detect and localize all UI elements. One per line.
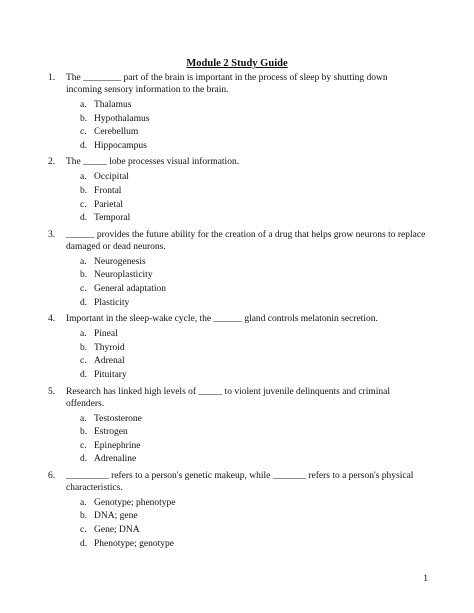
question-prompt bbox=[0, 229, 474, 253]
answer-letter: a. bbox=[80, 413, 87, 424]
answer-option bbox=[0, 453, 474, 467]
answer-text: General adaptation bbox=[94, 283, 167, 294]
question-text bbox=[66, 313, 416, 325]
answer-text: Adrenaline bbox=[94, 454, 137, 465]
answer-option bbox=[0, 510, 474, 524]
answer-text: Plasticity bbox=[94, 297, 130, 308]
answer-option bbox=[0, 185, 474, 199]
question-text-line: ______ provides the future ability for the creation of a drug that helps grow neurons to replace bbox=[66, 229, 426, 240]
question-text bbox=[66, 72, 416, 96]
answer-text: Genotype; phenotype bbox=[94, 497, 176, 508]
answer-letter: a. bbox=[80, 172, 87, 183]
answer-options bbox=[0, 497, 474, 551]
answer-options bbox=[0, 256, 474, 310]
answer-letter: a. bbox=[80, 497, 87, 508]
answer-text: Estrogen bbox=[94, 427, 128, 438]
question-number: 1. bbox=[48, 73, 56, 83]
answer-option bbox=[0, 256, 474, 270]
answer-letter: d. bbox=[80, 538, 88, 549]
answer-letter: b. bbox=[80, 185, 88, 196]
answer-options bbox=[0, 328, 474, 382]
question-item bbox=[0, 229, 474, 310]
answer-text: Temporal bbox=[94, 213, 131, 224]
question-text bbox=[66, 229, 426, 253]
answer-letter: c. bbox=[80, 127, 87, 138]
answer-text: Phenotype; genotype bbox=[94, 538, 174, 549]
answer-letter: a. bbox=[80, 256, 87, 267]
answer-option bbox=[0, 126, 474, 140]
answer-letter: c. bbox=[80, 356, 87, 367]
answer-text: Hippocampus bbox=[94, 140, 147, 151]
answer-option bbox=[0, 413, 474, 427]
question-text bbox=[66, 156, 416, 168]
question-text-line: characteristics. bbox=[66, 482, 123, 493]
question-list bbox=[0, 72, 474, 554]
answer-option bbox=[0, 369, 474, 383]
answer-text: Thalamus bbox=[94, 100, 132, 110]
answer-text: DNA; gene bbox=[94, 511, 138, 522]
question-text-line: incoming sensory information to the brain. bbox=[66, 85, 229, 95]
question-prompt bbox=[0, 470, 474, 494]
answer-letter: a. bbox=[80, 100, 87, 110]
answer-letter: a. bbox=[80, 329, 87, 340]
answer-option bbox=[0, 328, 474, 342]
answer-text: Hypothalamus bbox=[94, 113, 150, 124]
question-text-line: offenders. bbox=[66, 398, 105, 409]
answer-letter: c. bbox=[80, 440, 87, 451]
answer-letter: b. bbox=[80, 270, 88, 281]
answer-letter: d. bbox=[80, 454, 88, 465]
answer-option bbox=[0, 283, 474, 297]
question-text-line: Important in the sleep-wake cycle, the ______ gland controls melatonin secretion. bbox=[66, 314, 378, 325]
answer-letter: c. bbox=[80, 525, 87, 536]
answer-text: Frontal bbox=[94, 185, 122, 196]
answer-text: Occipital bbox=[94, 172, 129, 183]
answer-option bbox=[0, 524, 474, 538]
question-text-line: The _____ lobe processes visual information. bbox=[66, 157, 240, 168]
answer-text: Adrenal bbox=[94, 356, 125, 367]
question-prompt bbox=[0, 313, 474, 325]
answer-option bbox=[0, 297, 474, 311]
answer-option bbox=[0, 497, 474, 511]
answer-option bbox=[0, 113, 474, 127]
answer-options bbox=[0, 413, 474, 467]
question-text bbox=[66, 386, 416, 410]
answer-option bbox=[0, 440, 474, 454]
answer-letter: c. bbox=[80, 283, 87, 294]
question-number: 4. bbox=[48, 314, 56, 325]
answer-option bbox=[0, 538, 474, 552]
question-text bbox=[66, 470, 416, 494]
question-text-line: Research has linked high levels of _____ to violent juvenile delinquents and criminal bbox=[66, 386, 390, 397]
page-number: 1 bbox=[423, 574, 428, 584]
answer-option bbox=[0, 99, 474, 113]
answer-letter: d. bbox=[80, 213, 88, 224]
question-prompt bbox=[0, 72, 474, 96]
question-item bbox=[0, 156, 474, 225]
answer-text: Pineal bbox=[94, 329, 118, 340]
answer-option bbox=[0, 140, 474, 154]
question-number: 2. bbox=[48, 157, 56, 168]
answer-option bbox=[0, 342, 474, 356]
answer-text: Gene; DNA bbox=[94, 525, 140, 536]
answer-letter: b. bbox=[80, 427, 88, 438]
answer-option bbox=[0, 199, 474, 213]
question-item bbox=[0, 470, 474, 551]
question-number: 6. bbox=[48, 470, 56, 481]
question-item bbox=[0, 72, 474, 153]
answer-letter: b. bbox=[80, 511, 88, 522]
question-text-line: _________ refers to a person's genetic makeup, while _______ refers to a person's physical bbox=[66, 470, 414, 481]
answer-letter: d. bbox=[80, 297, 88, 308]
question-prompt bbox=[0, 386, 474, 410]
question-text-line: The ________ part of the brain is important in the process of sleep by shutting down bbox=[66, 73, 388, 83]
question-text-line: damaged or dead neurons. bbox=[66, 241, 166, 252]
answer-text: Cerebellum bbox=[94, 127, 139, 138]
answer-text: Epinephrine bbox=[94, 440, 141, 451]
answer-text: Neurogenesis bbox=[94, 256, 146, 267]
answer-letter: d. bbox=[80, 369, 88, 380]
question-prompt bbox=[0, 156, 474, 168]
answer-option bbox=[0, 355, 474, 369]
answer-text: Thyroid bbox=[94, 342, 125, 353]
answer-option bbox=[0, 426, 474, 440]
answer-letter: b. bbox=[80, 342, 88, 353]
question-number: 5. bbox=[48, 386, 56, 397]
answer-text: Pituitary bbox=[94, 369, 127, 380]
answer-option bbox=[0, 212, 474, 226]
answer-text: Parietal bbox=[94, 199, 124, 210]
page-title: Module 2 Study Guide bbox=[186, 58, 288, 69]
answer-text: Neuroplasticity bbox=[94, 270, 153, 281]
answer-options bbox=[0, 99, 474, 153]
question-item bbox=[0, 386, 474, 467]
answer-text: Testosterone bbox=[94, 413, 142, 424]
answer-option bbox=[0, 171, 474, 185]
answer-letter: c. bbox=[80, 199, 87, 210]
answer-letter: d. bbox=[80, 140, 88, 151]
answer-options bbox=[0, 171, 474, 225]
question-number: 3. bbox=[48, 229, 56, 240]
answer-option bbox=[0, 269, 474, 283]
question-item bbox=[0, 313, 474, 382]
answer-letter: b. bbox=[80, 113, 88, 124]
